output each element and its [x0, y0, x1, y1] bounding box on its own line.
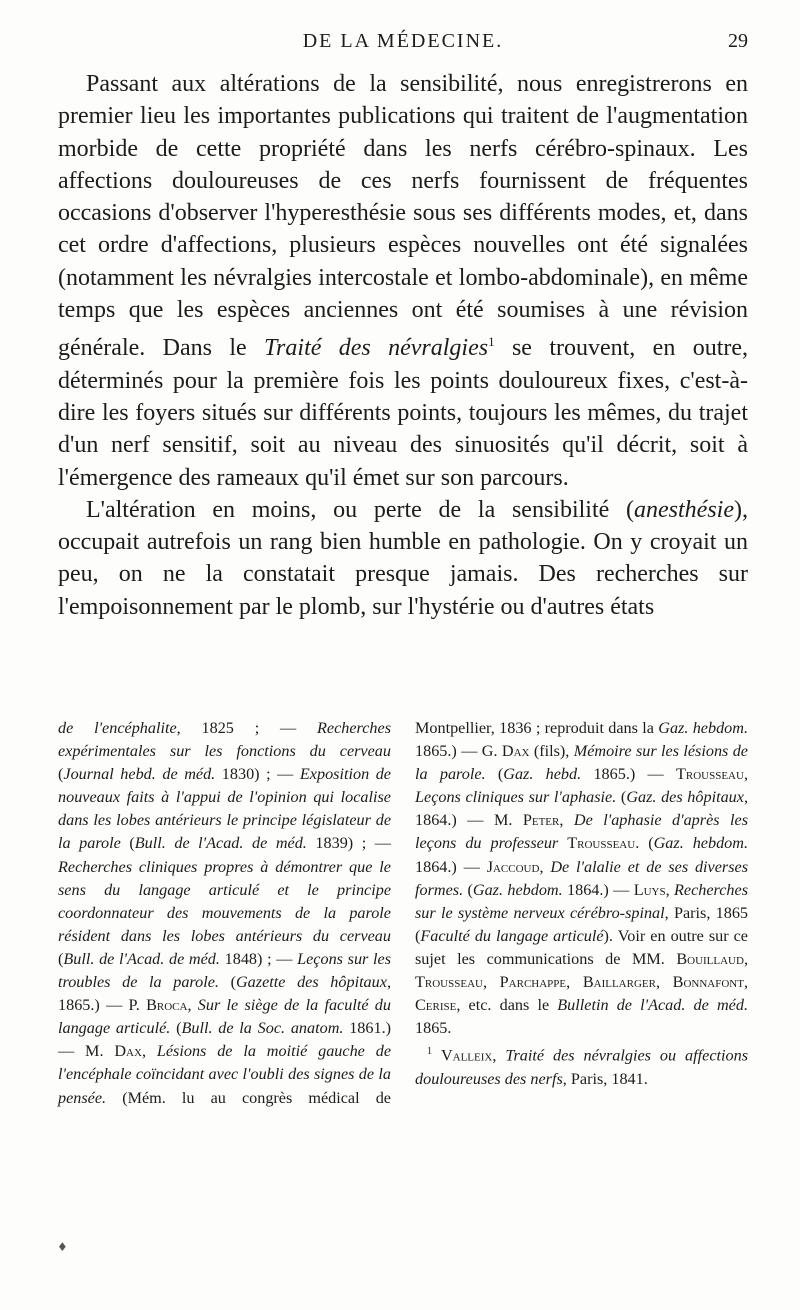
running-title: DE LA MÉDECINE.	[302, 30, 504, 52]
footnote-text: 1865.) —	[581, 765, 676, 784]
footnote-text: 1865.) — G.	[415, 742, 502, 761]
citation-title: Traité des névralgies ou affections douloureuses des nerfs	[415, 1046, 748, 1088]
citation-title: Faculté du langage articulé	[420, 926, 604, 945]
page-mark: ♦	[57, 1240, 68, 1254]
footnote-text: , 1865.) — P.	[58, 973, 391, 1015]
footnote-text: (	[218, 973, 236, 992]
paragraph-text: ), occupait autrefois un rang bien humble en pathologie. On y croyait un peu, on ne la constatait presque jamais. Des recherches sur l'empoisonnement par le plomb, sur l'hystérie ou d'autres états	[58, 496, 748, 620]
footnote-text: ,	[559, 811, 574, 830]
citation-title: Sur le siège de la faculté du langage articulé.	[58, 996, 391, 1038]
author-name: Dax	[114, 1042, 142, 1061]
citation-title: Mémoire sur les lésions de la parole.	[415, 742, 748, 784]
footnote-text: (	[463, 880, 473, 899]
author-name: Jaccoud	[486, 857, 540, 876]
author-name: Parchappe	[499, 973, 567, 992]
footnotes	[58, 717, 748, 1110]
citation-title: Gaz. des hôpitaux	[626, 788, 744, 807]
paragraph-text: se trouvent, en outre, déterminés pour la première fois les points douloureux fixes, c'est-à-dire les foyers situés sur différents points, toujours les mêmes, du trajet d'un nerf sensitif, soit au niveau des sinuosités qu'il décrit, soit à l'émergence des rameaux qu'il émet sur son parcours.	[58, 335, 749, 491]
footnote-text: ). Voir en outre sur ce sujet les communications de MM.	[415, 926, 748, 968]
footnote-text: ,	[655, 973, 673, 992]
author-name: Dax	[501, 742, 530, 761]
citation-title: Bull. de la Soc. anatom.	[181, 1019, 344, 1038]
footnote-number: 1	[427, 1046, 432, 1058]
work-title: Traité des névralgies	[264, 335, 489, 362]
author-name: Peter	[522, 811, 560, 830]
citation-title: Exposition de nouveaux faits à l'appui de l'opinion qui localise dans les lobes antérieurs le principe législateur de la parole	[58, 765, 391, 853]
footnote-text	[558, 834, 567, 852]
citation-title: Gazette des hôpitaux	[235, 973, 387, 992]
citation-title: de l'encéphalite	[58, 719, 177, 737]
footnote-text: (	[120, 834, 135, 853]
footnote-text: ,	[482, 973, 500, 992]
footnote-text: (	[58, 765, 64, 784]
author-name: Trousseau	[415, 973, 483, 992]
running-head	[58, 30, 748, 60]
footnote-marker: 1	[488, 334, 495, 350]
footnote-text: (	[485, 765, 504, 784]
footnote-text: 1861.) — M.	[58, 1019, 392, 1061]
footnote-text: (fils),	[529, 742, 574, 761]
footnote-text: 1865.	[415, 1019, 452, 1038]
citation-title: De l'aphasie d'après les leçons du professeur	[415, 811, 749, 853]
term: anesthésie	[634, 496, 734, 523]
footnote-text: , Paris, 1865 (	[415, 903, 748, 945]
footnote-text: (	[616, 788, 627, 807]
citation-title: Leçons sur les troubles de la parole.	[58, 949, 391, 992]
footnote-text: ,	[665, 880, 675, 899]
author-name: Luys	[633, 880, 666, 899]
footnote-text: 1830) ; —	[215, 765, 300, 784]
footnote-text: , etc. dans le	[456, 996, 558, 1015]
footnote-text: ,	[566, 973, 583, 992]
author-name: Bonnafont	[672, 973, 744, 992]
citation-title: Gaz. hebdom.	[653, 834, 749, 853]
footnote-1	[415, 1040, 748, 1091]
paragraph-text: L'altération en moins, ou perte de la sensibilité (	[86, 496, 635, 523]
footnote-text: ,	[141, 1042, 157, 1061]
footnote-text: (	[58, 949, 64, 968]
footnote-text: 1864.) —	[562, 880, 634, 899]
footnote-text: (	[170, 1019, 182, 1038]
citation-title: Lésions de la moitié gauche de l'encéphale coïncidant avec l'oubli des signes de la pensée.	[58, 1042, 392, 1107]
footnote-text: ,	[743, 973, 749, 992]
footnote-text: (Mém. lu au congrès médical de Montpellier, 1836 ; reproduit dans la	[106, 719, 659, 1107]
main-text	[58, 68, 748, 623]
citation-title: Bull. de l'Acad. de méd.	[63, 949, 220, 968]
paragraph	[58, 68, 748, 494]
citation-title: Gaz. hebd.	[503, 765, 582, 784]
citation-title: Recherches sur le système nerveux cérébro-spinal	[415, 880, 749, 922]
author-name: Broca	[146, 996, 188, 1015]
citation-title: Bull. de l'Acad. de méd.	[134, 834, 307, 853]
citation-title: Recherches expérimentales sur les fonctions du cerveau	[58, 719, 391, 761]
footnote-text: ,	[539, 857, 551, 876]
citation-title: Bulletin de l'Acad. de méd.	[557, 996, 748, 1015]
footnote-text: ,	[492, 1046, 506, 1065]
author-name: Cerise	[415, 996, 457, 1015]
author-name: Bouillaud	[676, 949, 744, 968]
footnote-text: 1839) ; —	[306, 834, 391, 853]
citation-title: Journal hebd. de méd.	[63, 765, 216, 784]
citation-title: Recherches cliniques propres à démontrer que le sens du langage articulé et le principe coordonnateur des mouvements de la parole résident dans les lobes antérieurs du cerveau	[58, 857, 391, 945]
footnote-text: 1864.) —	[415, 857, 487, 876]
footnote-text: ,	[743, 949, 748, 968]
footnote-text: ,	[743, 765, 748, 784]
paragraph	[58, 494, 748, 623]
page-number: 29	[728, 30, 748, 52]
footnote-text	[432, 1047, 441, 1065]
footnote-text: , Paris, 1841.	[562, 1069, 648, 1088]
footnote-text: , 1864.) — M.	[415, 788, 748, 830]
footnote-text: 1848) ; —	[219, 949, 298, 968]
citation-title: Leçons cliniques sur l'aphasie.	[415, 788, 617, 807]
author-name: Baillarger	[582, 973, 656, 992]
footnote-text: , 1825 ; —	[176, 719, 317, 737]
paragraph-text: Passant aux altérations de la sensibilité, nous enregistrerons en premier lieu les importantes publications qui traitent de l'augmentation morbide de cette propriété dans les nerfs cérébro-spinaux. Les affections douloureuses de ces nerfs fournissent de fréquentes occasions d'observer l'hyperesthésie sous ses différents modes, et, dans cet ordre d'affections, plusieurs espèces nouvelles ont été signalées (notamment les névralgies intercostale et lombo-abdominale), en même temps que les espèces anciennes ont été soumises à une révision générale. Dans le	[58, 71, 748, 362]
footnote-text: . (	[635, 834, 654, 853]
author-name: Trousseau	[567, 834, 636, 853]
citation-title: Gaz. hebdom.	[472, 880, 563, 899]
author-name: Trousseau	[675, 765, 744, 784]
footnote-text: ,	[187, 996, 198, 1015]
citation-title: Gaz. hebdom.	[658, 719, 748, 737]
citation-title: De l'alalie et de ses diverses formes.	[415, 857, 749, 899]
author-name: Valleix	[440, 1046, 493, 1065]
